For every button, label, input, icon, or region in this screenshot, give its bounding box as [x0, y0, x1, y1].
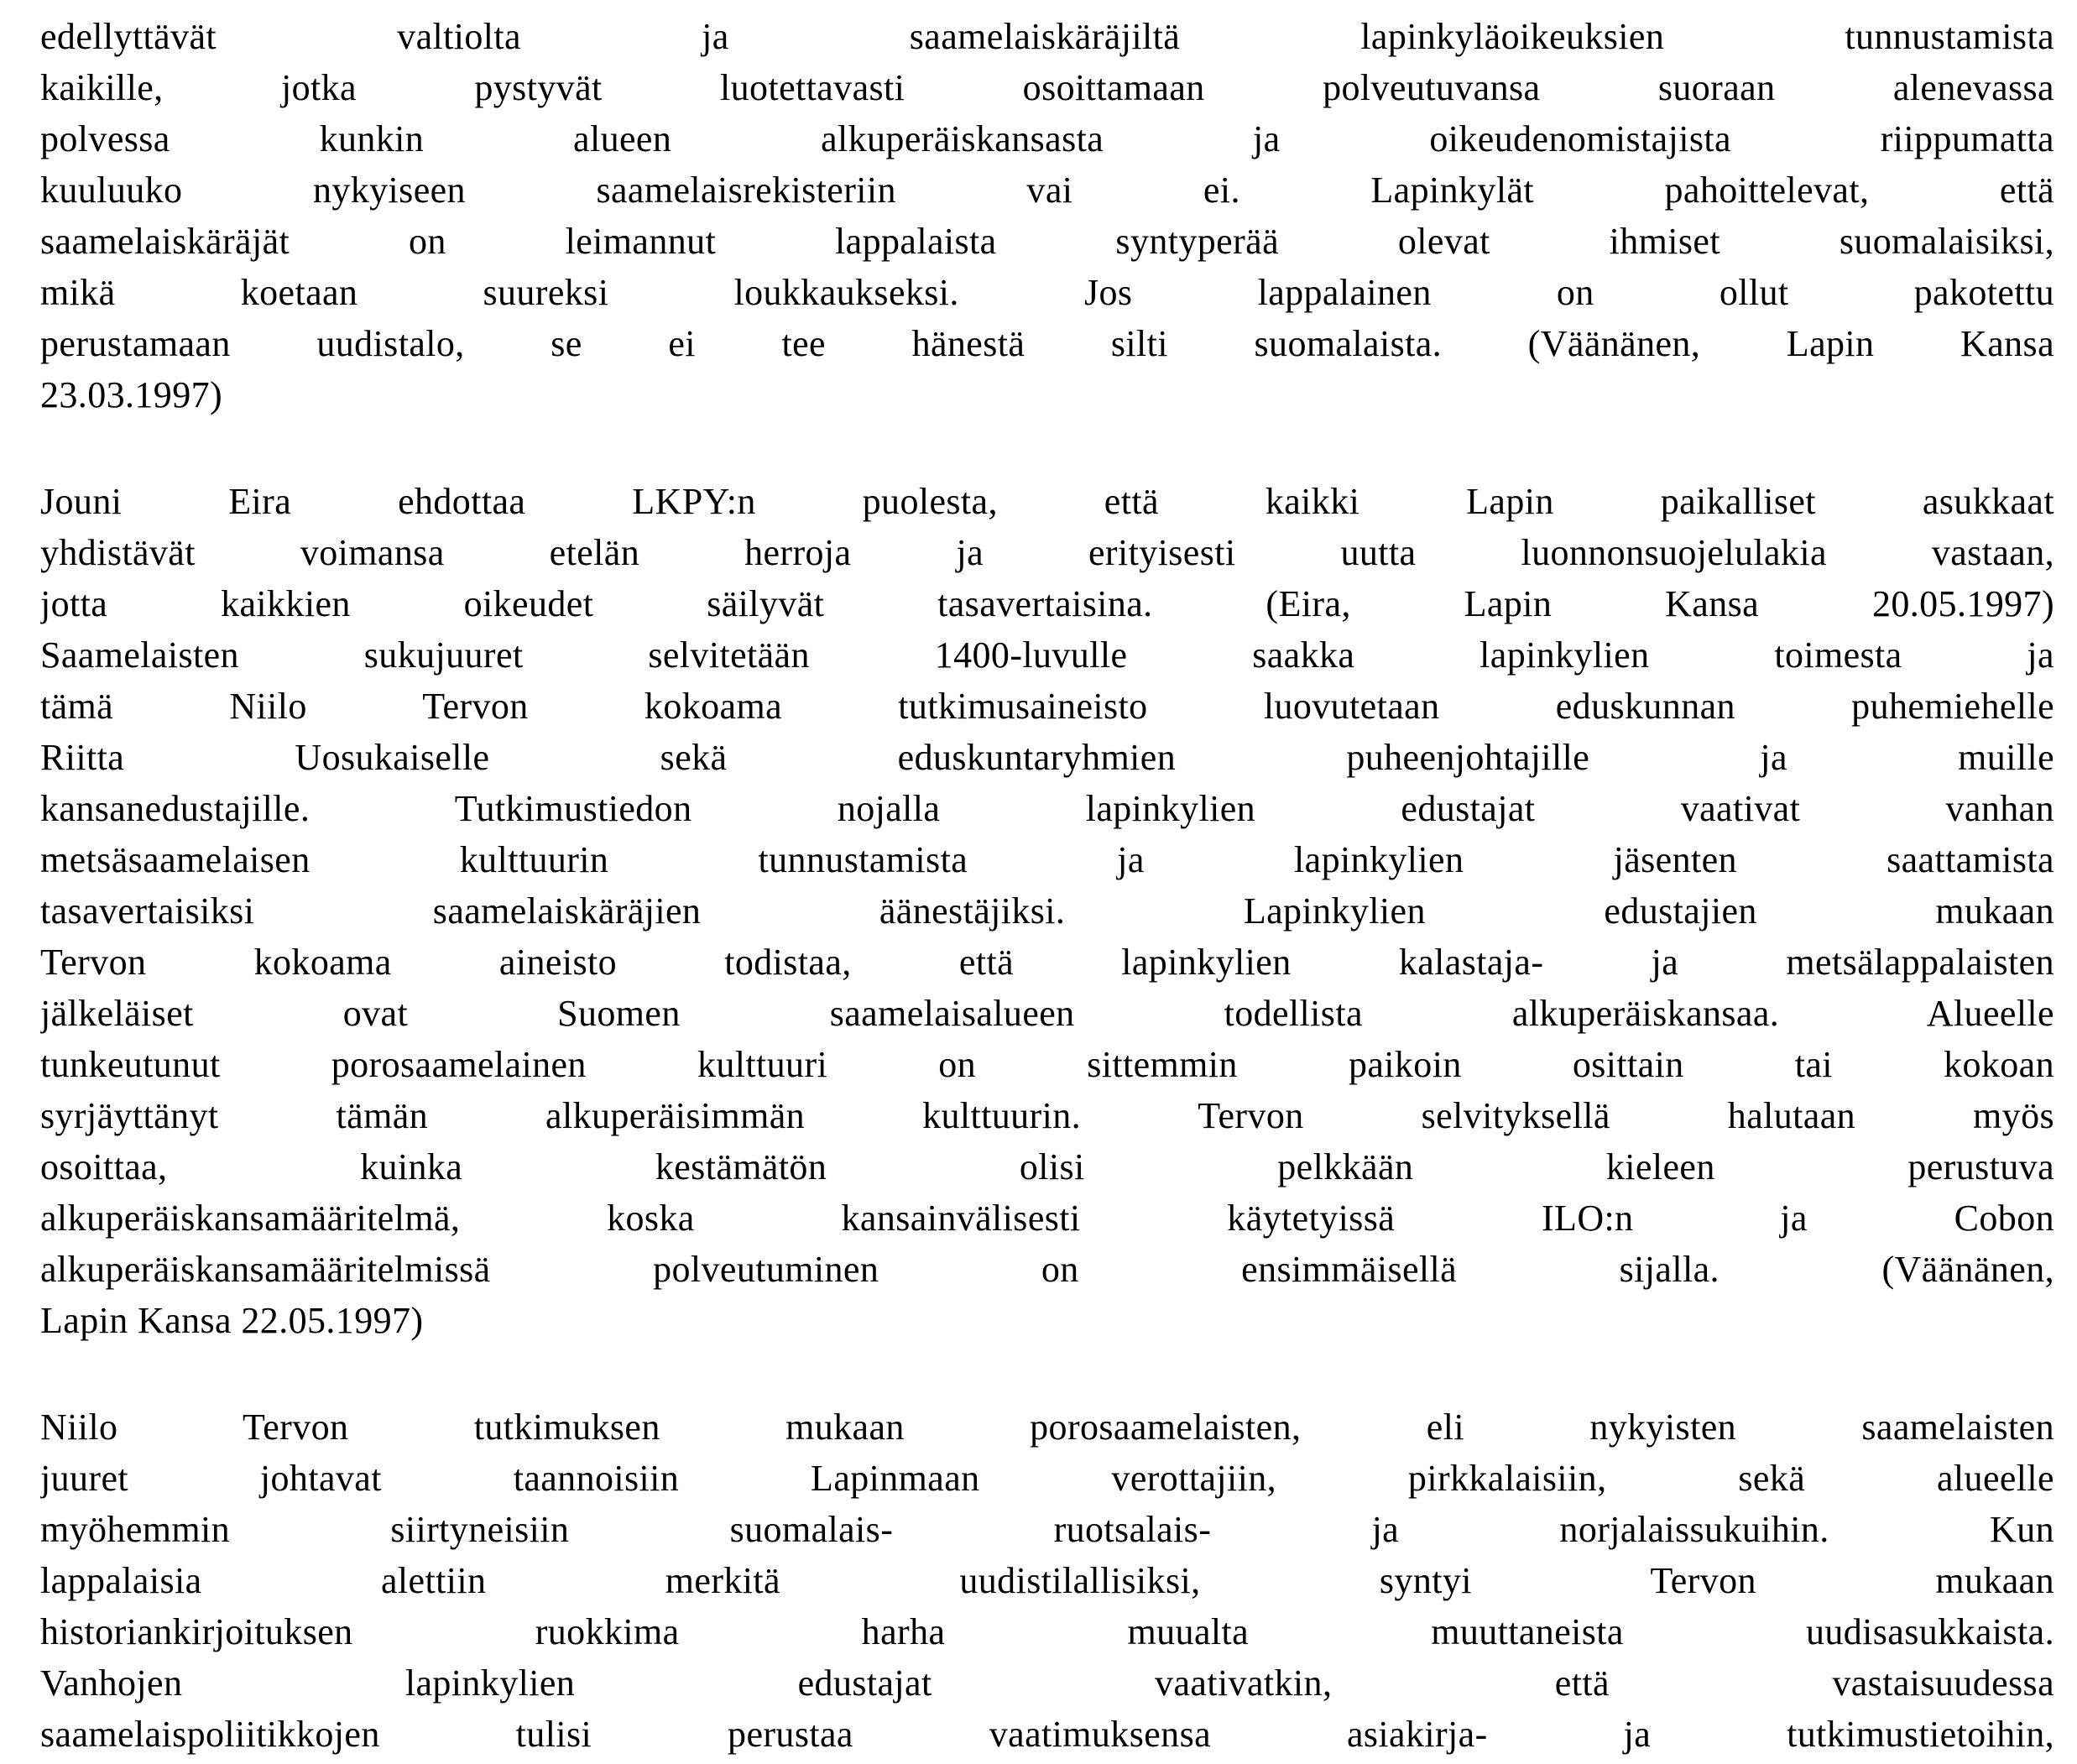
text-line: Vanhojen lapinkylien edustajat vaativatkin, että vastaisuudessa	[40, 1662, 2054, 1704]
text-line: jotta kaikkien oikeudet säilyvät tasavertaisina. (Eira, Lapin Kansa 20.05.1997)	[40, 583, 2054, 624]
text-line: osoittaa, kuinka kestämätön olisi pelkkään kieleen perustuva	[40, 1146, 2054, 1187]
text-line: jälkeläiset ovat Suomen saamelaisalueen todellista alkuperäiskansaa. Alueelle	[40, 993, 2054, 1034]
text-line: perustamaan uudistalo, se ei tee hänestä silti suomalaista. (Väänänen, Lapin Kansa	[40, 323, 2054, 364]
text-line: syrjäyttänyt tämän alkuperäisimmän kulttuurin. Tervon selvityksellä halutaan myös	[40, 1095, 2054, 1136]
text-line: kansanedustajille. Tutkimustiedon nojalla lapinkylien edustajat vaativat vanhan	[40, 788, 2054, 829]
text-line: Riitta Uosukaiselle sekä eduskuntaryhmien puheenjohtajille ja muille	[40, 737, 2054, 778]
text-line: metsäsaamelaisen kulttuurin tunnustamista ja lapinkylien jäsenten saattamista	[40, 839, 2054, 880]
document-page	[40, 0, 2054, 1764]
text-line: 23.03.1997)	[40, 374, 223, 415]
text-line: lappalaisia alettiin merkitä uudistilallisiksi, syntyi Tervon mukaan	[40, 1560, 2054, 1601]
text-line: kaikille, jotka pystyvät luotettavasti osoittamaan polveutuvansa suoraan alenevassa	[40, 67, 2054, 108]
text-line: historiankirjoituksen ruokkima harha muualta muuttaneista uudisasukkaista.	[40, 1611, 2054, 1652]
text-line: tämä Niilo Tervon kokoama tutkimusaineisto luovutetaan eduskunnan puhemiehelle	[40, 686, 2054, 727]
text-line: tunkeutunut porosaamelainen kulttuuri on sittemmin paikoin osittain tai kokoan	[40, 1044, 2054, 1085]
text-line: alkuperäiskansamääritelmissä polveutuminen on ensimmäisellä sijalla. (Väänänen,	[40, 1249, 2054, 1290]
text-line: Saamelaisten sukujuuret selvitetään 1400-luvulle saakka lapinkylien toimesta ja	[40, 634, 2054, 676]
text-line: kuuluuko nykyiseen saamelaisrekisteriin vai ei. Lapinkylät pahoittelevat, että	[40, 170, 2054, 211]
text-line: juuret johtavat taannoisiin Lapinmaan verottajiin, pirkkalaisiin, sekä alueelle	[40, 1458, 2054, 1499]
text-line: yhdistävät voimansa etelän herroja ja erityisesti uutta luonnonsuojelulakia vastaan,	[40, 532, 2054, 573]
text-line: Niilo Tervon tutkimuksen mukaan porosaamelaisten, eli nykyisten saamelaisten	[40, 1407, 2054, 1448]
text-line: alkuperäiskansamääritelmä, koska kansainvälisesti käytetyissä ILO:n ja Cobon	[40, 1198, 2054, 1239]
text-line: polvessa kunkin alueen alkuperäiskansasta ja oikeudenomistajista riippumatta	[40, 118, 2054, 159]
text-line: myöhemmin siirtyneisiin suomalais- ruotsalais- ja norjalaissukuihin. Kun	[40, 1509, 2054, 1550]
text-line: Jouni Eira ehdottaa LKPY:n puolesta, että kaikki Lapin paikalliset asukkaat	[40, 481, 2054, 522]
text-line: saamelaispoliitikkojen tulisi perustaa vaatimuksensa asiakirja- ja tutkimustietoihin,	[40, 1714, 2054, 1755]
text-line: edellyttävät valtiolta ja saamelaiskäräjiltä lapinkyläoikeuksien tunnustamista	[40, 16, 2054, 57]
text-line: mikä koetaan suureksi loukkaukseksi. Jos lappalainen on ollut pakotettu	[40, 272, 2054, 313]
text-line: Tervon kokoama aineisto todistaa, että lapinkylien kalastaja- ja metsälappalaisten	[40, 942, 2054, 983]
text-line: saamelaiskäräjät on leimannut lappalaista syntyperää olevat ihmiset suomalaisiksi,	[40, 221, 2054, 262]
text-line: tasavertaisiksi saamelaiskäräjien äänestäjiksi. Lapinkylien edustajien mukaan	[40, 890, 2054, 932]
text-line: Lapin Kansa 22.05.1997)	[40, 1300, 424, 1341]
